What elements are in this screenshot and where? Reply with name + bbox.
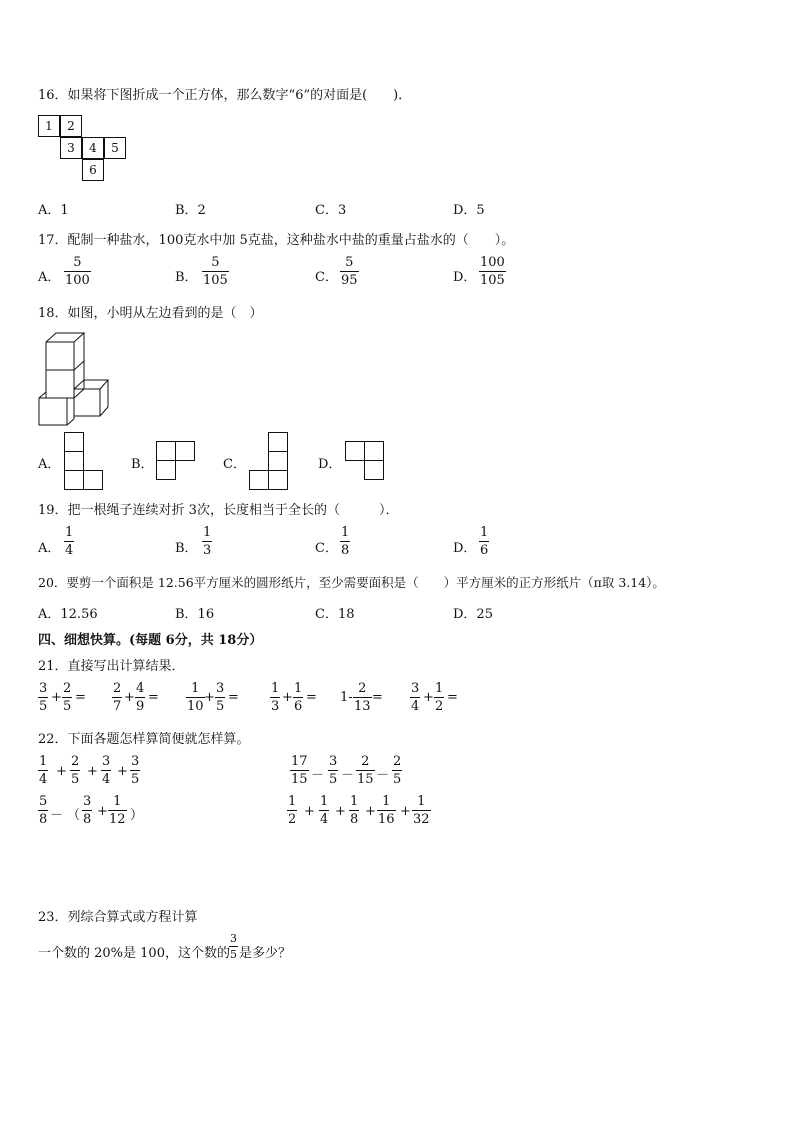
q22-text: 22．下面各题怎样算简便就怎样算。	[38, 732, 250, 747]
q17-option-d-fraction: $\frac{100}{105}$	[480, 255, 505, 288]
section-4-title: 四、细想快算。(每题 6分，共 18分）	[38, 633, 263, 648]
q17-option-b-fraction: $\frac{5}{105}$	[203, 255, 228, 288]
q23-text: 23．列综合算式或方程计算	[38, 910, 198, 925]
fraction: $\frac{4}{9}$	[136, 681, 145, 714]
one-minus: 1-	[340, 690, 353, 705]
minus-sign: －	[341, 768, 355, 783]
equals-sign: =	[306, 690, 317, 705]
q18-option-a-label[interactable]: A．	[38, 457, 61, 472]
fraction: $\frac{3}{5}$	[39, 681, 48, 714]
q17-option-d-label[interactable]: D．	[453, 270, 477, 285]
left-paren: （	[67, 808, 81, 823]
q19-text: 19．把一根绳子连续对折 3次，长度相当于全长的（ ）．	[38, 503, 399, 518]
fraction: $\frac{2}{13}$	[354, 681, 371, 714]
plus-sign: +	[204, 690, 215, 705]
fraction: $\frac{3}{4}$	[102, 754, 111, 787]
net-cell: 6	[82, 159, 104, 181]
q20-option-c[interactable]: C．18	[315, 607, 355, 622]
q16-option-c[interactable]: C．3	[315, 203, 347, 218]
q17-option-a-fraction: $\frac{5}{100}$	[65, 255, 90, 288]
fraction: $\frac{2}{15}$	[357, 754, 374, 787]
net-cell: 4	[82, 137, 104, 159]
q16-text: 16．如果将下图折成一个正方体，那么数字“6”的对面是( )．	[38, 88, 412, 103]
plus-sign: +	[87, 764, 98, 779]
fraction: $\frac{17}{15}$	[291, 754, 308, 787]
fraction: $\frac{1}{12}$	[109, 794, 126, 827]
fraction: $\frac{3}{5}$	[216, 681, 225, 714]
fraction: $\frac{3}{4}$	[411, 681, 420, 714]
q19-option-c-label[interactable]: C．	[315, 541, 338, 556]
q19-option-c-fraction: $\frac{1}{8}$	[341, 525, 350, 558]
q19-option-d-fraction: $\frac{1}{6}$	[480, 525, 489, 558]
q23-fraction: $\frac{3}{5}$	[230, 932, 237, 961]
plus-sign: +	[335, 804, 346, 819]
plus-sign: +	[365, 804, 376, 819]
minus-sign: －	[376, 768, 390, 783]
q18-option-c-label[interactable]: C．	[223, 457, 246, 472]
q18-option-a-view	[64, 432, 104, 490]
q17-text: 17．配制一种盐水，100克水中加 5克盐，这种盐水中盐的重量占盐水的（ ）。	[38, 233, 515, 248]
fraction: $\frac{3}{5}$	[329, 754, 338, 787]
q23-line-pre: 一个数的 20%是 100，这个数的	[38, 946, 230, 961]
equals-sign: =	[228, 690, 239, 705]
q16-option-b[interactable]: B．2	[175, 203, 206, 218]
q18-option-b-label[interactable]: B．	[131, 457, 154, 472]
equals-sign: =	[148, 690, 159, 705]
q17-option-c-label[interactable]: C．	[315, 270, 338, 285]
q18-option-d-view	[345, 441, 385, 481]
equals-sign: =	[447, 690, 458, 705]
q17-option-b-label[interactable]: B．	[175, 270, 198, 285]
q18-option-c-view	[249, 432, 289, 490]
plus-sign: +	[304, 804, 315, 819]
plus-sign: +	[117, 764, 128, 779]
plus-sign: +	[97, 804, 108, 819]
net-cell: 5	[104, 137, 126, 159]
net-cell: 1	[38, 115, 60, 137]
plus-sign: +	[124, 690, 135, 705]
fraction: $\frac{1}{4}$	[320, 794, 329, 827]
fraction: $\frac{3}{5}$	[131, 754, 140, 787]
fraction: $\frac{1}{6}$	[294, 681, 303, 714]
q20-text: 20．要剪一个面积是 12.56平方厘米的圆形纸片，至少需要面积是（ ）平方厘米的正方形纸片（π取 3.14）。	[38, 575, 665, 590]
q20-option-a[interactable]: A．12.56	[38, 607, 98, 622]
q18-text: 18．如图，小明从左边看到的是（ ）	[38, 306, 263, 321]
q19-option-d-label[interactable]: D．	[453, 541, 477, 556]
q19-option-b-fraction: $\frac{1}{3}$	[203, 525, 212, 558]
equals-sign: =	[75, 690, 86, 705]
plus-sign: +	[282, 690, 293, 705]
fraction: $\frac{1}{16}$	[378, 794, 395, 827]
q23-problem-line	[38, 942, 230, 961]
q20-option-b[interactable]: B．16	[175, 607, 215, 622]
fraction: $\frac{1}{8}$	[350, 794, 359, 827]
fraction: $\frac{2}{5}$	[393, 754, 402, 787]
q21-text: 21．直接写出计算结果．	[38, 659, 185, 674]
fraction: $\frac{1}{3}$	[271, 681, 280, 714]
q17-option-a-label[interactable]: A．	[38, 270, 61, 285]
q16-option-a[interactable]: A．1	[38, 203, 69, 218]
fraction: $\frac{1}{2}$	[435, 681, 444, 714]
q23-line-post: 是多少？	[239, 946, 292, 961]
fraction: $\frac{1}{10}$	[187, 681, 204, 714]
fraction: $\frac{3}{8}$	[83, 794, 92, 827]
fraction: $\frac{1}{4}$	[39, 754, 48, 787]
q19-option-b-label[interactable]: B．	[175, 541, 198, 556]
fraction: $\frac{2}{5}$	[63, 681, 72, 714]
fraction: $\frac{2}{7}$	[113, 681, 122, 714]
q18-option-b-view	[156, 441, 196, 481]
net-cell: 2	[60, 115, 82, 137]
q20-option-d[interactable]: D．25	[453, 607, 493, 622]
plus-sign: +	[400, 804, 411, 819]
fraction: $\frac{2}{5}$	[71, 754, 80, 787]
q16-option-d[interactable]: D．5	[453, 203, 485, 218]
right-paren: ）	[130, 808, 144, 823]
plus-sign: +	[56, 764, 67, 779]
minus-sign: －	[311, 768, 325, 783]
plus-sign: +	[51, 690, 62, 705]
q19-option-a-fraction: $\frac{1}{4}$	[65, 525, 74, 558]
q18-option-d-label[interactable]: D．	[318, 457, 342, 472]
fraction: $\frac{1}{32}$	[413, 794, 430, 827]
fraction: $\frac{1}{2}$	[288, 794, 297, 827]
q19-option-a-label[interactable]: A．	[38, 541, 61, 556]
minus-sign: －	[50, 808, 64, 823]
plus-sign: +	[423, 690, 434, 705]
net-cell: 3	[60, 137, 82, 159]
q17-option-c-fraction: $\frac{5}{95}$	[341, 255, 358, 288]
equals-sign: =	[372, 690, 383, 705]
cube-stack-figure	[36, 330, 116, 430]
fraction: $\frac{5}{8}$	[39, 794, 48, 827]
